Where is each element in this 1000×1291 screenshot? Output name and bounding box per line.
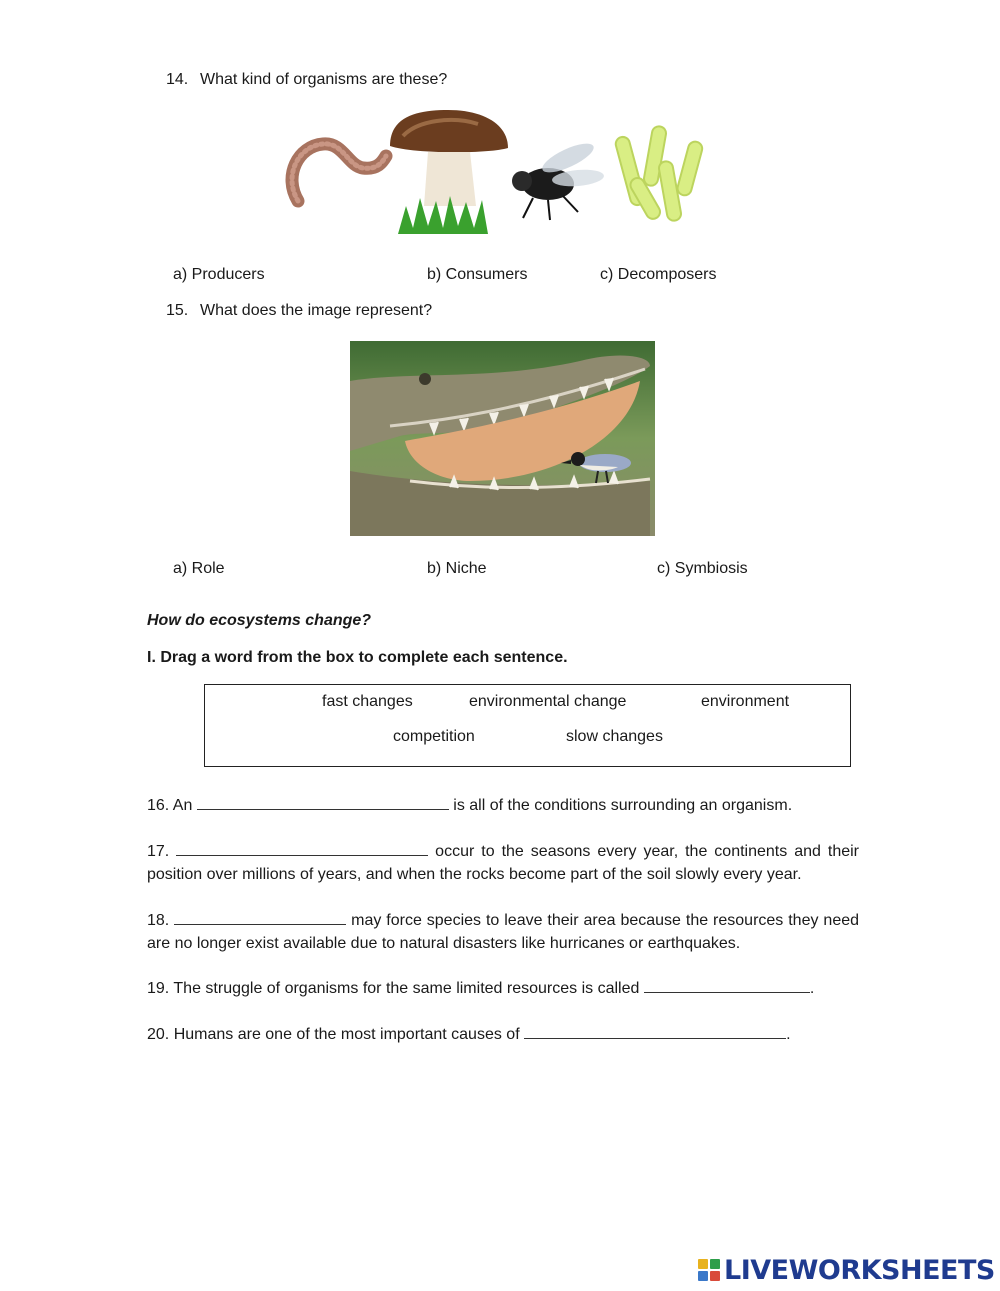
- option-a[interactable]: a) Role: [173, 560, 225, 577]
- sentence-text: 20. Humans are one of the most important causes of: [147, 1026, 525, 1043]
- word-competition[interactable]: competition: [393, 728, 475, 745]
- sentence-text: 19. The struggle of organisms for the same limited resources is called: [147, 980, 644, 997]
- question-number: 15.: [166, 302, 189, 319]
- sentence-text: 17.: [147, 843, 177, 860]
- word-environmental-change[interactable]: environmental change: [469, 693, 627, 710]
- sentence-text: 18.: [147, 912, 175, 929]
- answer-blank[interactable]: [174, 910, 346, 925]
- answer-blank[interactable]: [197, 795, 449, 810]
- option-c[interactable]: c) Symbiosis: [657, 560, 748, 577]
- sentence-text: is all of the conditions surrounding an organism.: [448, 797, 793, 814]
- answer-blank[interactable]: [644, 978, 810, 993]
- question-text: What kind of organisms are these?: [200, 71, 448, 88]
- decomposers-image: [278, 106, 718, 241]
- option-b[interactable]: b) Consumers: [427, 266, 528, 283]
- crocodile-plover-image: [350, 341, 655, 536]
- sentence-20: [147, 1023, 859, 1046]
- fly-icon: [512, 138, 605, 220]
- answer-blank[interactable]: [524, 1024, 786, 1039]
- sentence-text: may force species to leave their area because the resources they need are no longer exist available due to natural disasters like hurricanes or earthquakes.: [147, 912, 860, 952]
- answer-blank[interactable]: [176, 841, 428, 856]
- mushroom-icon: [390, 110, 508, 234]
- sentence-16: [147, 794, 859, 817]
- sentence-text: 16. An: [147, 797, 197, 814]
- sentence-text: .: [809, 980, 815, 997]
- word-slow-changes[interactable]: slow changes: [566, 728, 663, 745]
- word-bank: [204, 684, 851, 767]
- option-b[interactable]: b) Niche: [427, 560, 487, 577]
- option-c[interactable]: c) Decomposers: [600, 266, 717, 283]
- logo-mark-icon: [698, 1259, 720, 1281]
- question-text: What does the image represent?: [200, 302, 433, 319]
- instruction-text: I. Drag a word from the box to complete each sentence.: [147, 649, 568, 666]
- earthworm-icon: [292, 144, 386, 201]
- sentence-17: [147, 840, 859, 886]
- sentence-18: [147, 909, 859, 955]
- bacteria-icon: [614, 125, 704, 222]
- sentence-text: .: [786, 1026, 791, 1043]
- sentence-19: [147, 977, 859, 1000]
- word-fast-changes[interactable]: fast changes: [322, 693, 413, 710]
- word-environment[interactable]: environment: [701, 693, 790, 710]
- section-title: How do ecosystems change?: [147, 612, 372, 629]
- sentence-text: occur to the seasons every year, the continents and their position over millions of years, and when the rocks become part of the soil slowly every year.: [147, 843, 860, 883]
- logo-text: LIVEWORKSHEETS: [724, 1254, 995, 1286]
- question-15: [166, 302, 432, 320]
- option-a[interactable]: a) Producers: [173, 266, 265, 283]
- liveworksheets-logo: [698, 1255, 995, 1285]
- question-number: 14.: [166, 71, 189, 88]
- question-14: [166, 71, 447, 89]
